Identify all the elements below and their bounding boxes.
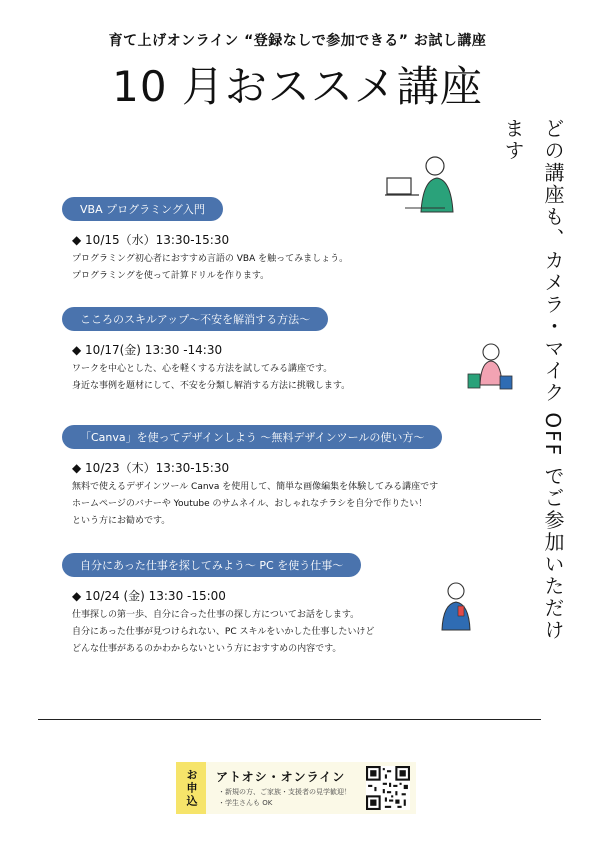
section-divider bbox=[38, 719, 541, 720]
org-name: アトオシ・オンライン bbox=[216, 770, 346, 784]
course-description: 仕事探しの第一歩、自分に合った仕事の探し方についてお話をします。 自分にあった仕事が見つけられない、PC スキルをいかした仕事したいけど どんな仕事があるのかわからないという方におすすめの内容です。 bbox=[72, 610, 375, 654]
apply-label: お申込 bbox=[176, 762, 206, 814]
page-title: 10 月おススメ講座 bbox=[112, 62, 483, 111]
course-description: プログラミング初心者におすすめ言語の VBA を触ってみましょう。 プログラミングを使って計算ドリルを作ります。 bbox=[72, 254, 349, 281]
note-students: ・学生さんも OK bbox=[218, 799, 273, 807]
course-date: ◆ 10/23（木）13:30-15:30 bbox=[72, 461, 230, 475]
page-subtitle: 育て上げオンライン “登録なしで参加できる” お試し講座 bbox=[108, 33, 487, 49]
course-title-pill: VBA プログラミング入門 bbox=[62, 197, 223, 221]
course-description: 無料で使えるデザインツール Canva を使用して、簡単な画像編集を体験してみる講座です ホームページのバナーや Youtube のサムネイル、おしゃれなチラシを自分で作りたい！ という方にお勧めです。 bbox=[72, 482, 439, 526]
course-date: ◆ 10/15（水）13:30-15:30 bbox=[72, 233, 230, 247]
course-title-pill: 自分にあった仕事を探してみよう〜 PC を使う仕事〜 bbox=[62, 553, 361, 577]
vertical-message: どの講座も、カメラ・マイク OFF でご参加いただけます bbox=[501, 118, 565, 642]
course-date: ◆ 10/17(金) 13:30 -14:30 bbox=[72, 343, 223, 357]
qr-code-icon[interactable] bbox=[366, 766, 410, 810]
course-date: ◆ 10/24 (金) 13:30 -15:00 bbox=[72, 589, 226, 603]
course-card bbox=[62, 197, 482, 285]
course-card bbox=[62, 553, 482, 658]
note-visitors: ・新規の方、ご家族・支援者の見学歓迎！ bbox=[218, 788, 351, 796]
course-card bbox=[62, 307, 482, 395]
apply-panel bbox=[206, 762, 416, 814]
course-title-pill: こころのスキルアップ〜不安を解消する方法〜 bbox=[62, 307, 328, 331]
course-title-pill: 「Canva」を使ってデザインしよう 〜無料デザインツールの使い方〜 bbox=[62, 425, 442, 449]
course-card bbox=[62, 425, 482, 530]
course-description: ワークを中心とした、心を軽くする方法を試してみる講座です。 身近な事例を題材にして、不安を分類し解消する方法に挑戦します。 bbox=[72, 364, 351, 391]
